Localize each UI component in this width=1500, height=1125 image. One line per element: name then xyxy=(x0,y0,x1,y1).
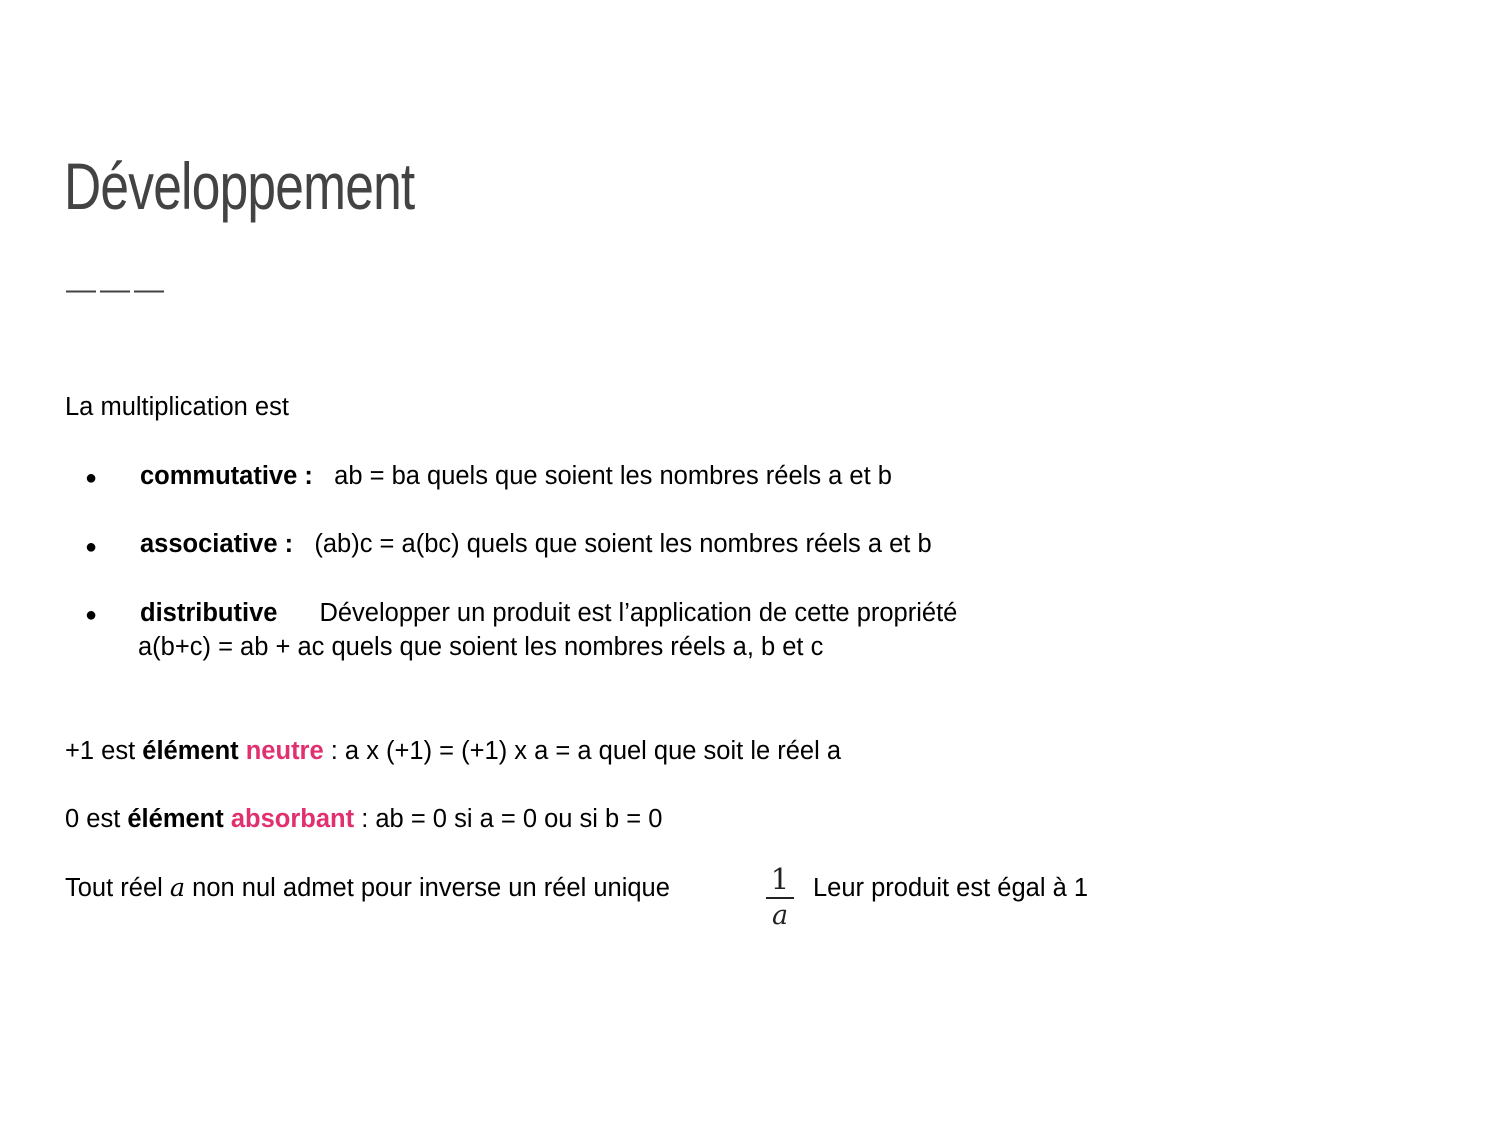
inverse-fraction xyxy=(766,862,794,931)
bullet-dot-icon: ● xyxy=(85,467,98,489)
list-item-associative xyxy=(140,532,932,558)
definition-distributive: Développer un produit est l’application de cette propriété xyxy=(319,599,958,627)
neutral-element-line xyxy=(65,739,841,765)
absorbing-highlight: absorbant xyxy=(230,805,355,833)
term-distributive: distributive xyxy=(140,599,278,627)
absorbing-element-line xyxy=(65,807,662,833)
slide-title: Développement xyxy=(64,149,415,223)
term-associative: associative : xyxy=(140,530,294,558)
neutral-bold-word: élément xyxy=(142,737,239,765)
absorbing-prefix: 0 est xyxy=(65,805,128,833)
definition-commutative: ab = ba quels que soient les nombres réels a et b xyxy=(334,462,892,490)
inverse-prefix: Tout réel xyxy=(65,874,170,902)
bullet-dot-icon: ● xyxy=(85,604,98,626)
definition-associative: (ab)c = a(bc) quels que soient les nombres réels a et b xyxy=(314,530,932,558)
inverse-text: non nul admet pour inverse un réel unique xyxy=(185,874,670,902)
distributive-formula: a(b+c) = ab + ac quels que soient les nombres réels a, b et c xyxy=(138,633,824,661)
bullet-dot-icon: ● xyxy=(85,536,98,558)
list-item-commutative xyxy=(140,464,892,490)
fraction-bar xyxy=(766,897,794,899)
absorbing-formula: : ab = 0 si a = 0 ou si b = 0 xyxy=(354,805,663,833)
fraction-numerator: 1 xyxy=(770,862,790,896)
inverse-suffix: Leur produit est égal à 1 xyxy=(813,874,1089,902)
inverse-line xyxy=(65,873,670,903)
fraction-denominator: a xyxy=(771,900,789,931)
neutral-prefix: +1 est xyxy=(65,737,143,765)
intro-text: La multiplication est xyxy=(65,393,289,421)
title-underline: ——— xyxy=(66,273,168,306)
absorbing-bold-word: élément xyxy=(127,805,224,833)
neutral-formula: : a x (+1) = (+1) x a = a quel que soit le réel a xyxy=(323,737,842,765)
neutral-highlight: neutre xyxy=(245,737,324,765)
inverse-variable: a xyxy=(169,873,186,903)
list-item-distributive xyxy=(140,601,957,627)
term-commutative: commutative : xyxy=(140,462,313,490)
